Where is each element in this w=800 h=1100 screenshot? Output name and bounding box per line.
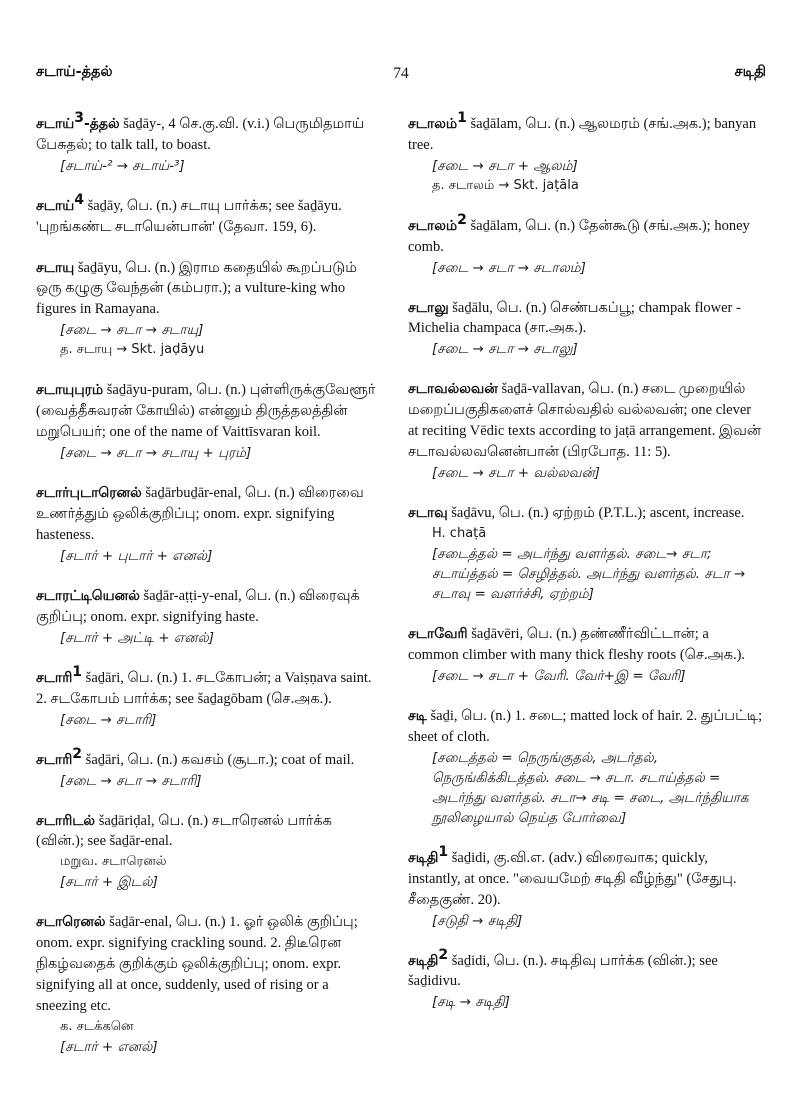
dictionary-entry bbox=[408, 945, 763, 1013]
dictionary-entry bbox=[36, 744, 376, 791]
entry-etymology-line: [சடைத்தல் = அடர்ந்து வளர்தல். சடை→ சடா; சடாய்த்தல் = செழித்தல். அடர்ந்து வளர்தல். சடா → சடாவு = வளர்ச்சி, ஏற்றம்] bbox=[432, 546, 746, 603]
dictionary-entry bbox=[408, 108, 763, 196]
dictionary-entry bbox=[36, 906, 376, 1057]
dictionary-entry bbox=[408, 618, 763, 686]
entry-definition bbox=[408, 497, 763, 524]
entry-etymology-line: [சடை → சடா → சடாயு] bbox=[60, 322, 204, 339]
running-head-left: சடாய்-த்தல் bbox=[36, 64, 113, 80]
entry-definition bbox=[408, 210, 763, 258]
dictionary-entry bbox=[36, 662, 376, 730]
entry-etymology-line: [சடை → சடா → சடாயு + புரம்] bbox=[60, 445, 252, 462]
entry-text: šaḏāri, பெ. (n.) 1. சடகோபன்; a Vaiṣṇava saint. 2. சடகோபம் பார்க்க; see šaḏagōbam (செ.அக.). bbox=[36, 669, 372, 707]
dictionary-entry bbox=[36, 477, 376, 566]
entry-homonym-number: 2 bbox=[457, 211, 467, 228]
dictionary-entry bbox=[408, 842, 763, 931]
entry-headword: சடாரி bbox=[36, 669, 73, 686]
running-head-right: சடிதி bbox=[734, 64, 766, 80]
entry-definition bbox=[408, 373, 763, 463]
entry-headword: சடிதி bbox=[408, 952, 439, 969]
entry-definition bbox=[408, 945, 763, 993]
dictionary-entry bbox=[408, 497, 763, 604]
entry-text: šaḏālam, பெ. (n.) ஆலமரம் (சங்.அக.); banyan tree. bbox=[408, 115, 757, 153]
entry-definition bbox=[36, 374, 376, 443]
entry-text: šaḏālam, பெ. (n.) தேன்கூடு (சங்.அக.); honey comb. bbox=[408, 217, 750, 255]
entry-headword: சடாரட்டியெனல் bbox=[36, 587, 140, 604]
entry-headword: சடாலு bbox=[408, 299, 449, 316]
dictionary-entry bbox=[408, 210, 763, 278]
entry-homonym-number: 1 bbox=[457, 110, 467, 126]
entry-etymology-line: [சடார் + புடார் + எனல்] bbox=[60, 548, 213, 565]
entry-definition bbox=[408, 108, 763, 156]
entry-etymology-line: [சடை → சடா + வேரி. வேர்+இ = வேரி] bbox=[432, 667, 686, 684]
entry-headword: சடி bbox=[408, 707, 427, 724]
entry-text: šaḏāyu-puram, பெ. (n.) புள்ளிருக்குவேளூர் (வைத்தீசுவரன் கோயில்) என்னும் திருத்தலத்தின் மறுபெயர்; one of the name of Vaittīsvaran koil. bbox=[36, 382, 376, 441]
entry-definition bbox=[408, 618, 763, 666]
page-number: 74 bbox=[393, 65, 409, 82]
entry-headword: சடாய் bbox=[36, 115, 75, 132]
entry-etymology-line: [சடாய்-² → சடாய்-³] bbox=[60, 157, 185, 174]
dictionary-entry bbox=[36, 374, 376, 463]
entry-text: šaḏāy-, 4 செ.கு.வி. (v.i.) பெருமிதமாய் பேசுதல்; to talk tall, to boast. bbox=[36, 115, 365, 153]
entry-text: šaḏā-vallavan, பெ. (n.) சடை முறையில் மறைப்பகுதிகளைச் சொல்வதில் வல்லவன்; one clever at reciting Vēdic texts according to jaṭā arrangement. இவன் சடாவல்லவனென்பான் (பிரபோத. 11: 5). bbox=[408, 381, 761, 461]
entry-text: šaḏāy, பெ. (n.) சடாயு பார்க்க; see šaḏāyu. 'புறங்கண்ட சடாயென்பான்' (தேவா. 159, 6). bbox=[36, 197, 342, 235]
entry-homonym-number: 1 bbox=[438, 843, 449, 860]
entry-etymology-line: [சடை → சடா → சடாரி] bbox=[60, 772, 202, 789]
entry-definition bbox=[36, 906, 376, 1017]
entry-text: šaḏālu, பெ. (n.) செண்பகப்பூ; champak flower - Michelia champaca (சா.அக.). bbox=[408, 299, 741, 337]
entry-text: šaḏāvu, பெ. (n.) ஏற்றம் (P.T.L.); ascent, increase. bbox=[447, 505, 745, 522]
entry-etymology-line: [சடை → சடா + வல்லவன்] bbox=[432, 465, 600, 482]
entry-headword: சடாலம் bbox=[408, 115, 458, 132]
entry-text: šaḏidi, கு.வி.எ. (adv.) விரைவாக; quickly, instantly, at once. "வையமேற் சடிதி வீழ்ந்து" (சேதுபு. சீதைகுண். 20). bbox=[408, 849, 737, 908]
entry-text: šaḏāyu, பெ. (n.) இராம கதையில் கூறப்படும் ஒரு கழுகு வேந்தன் (கம்பரா.); a vulture-king who figures in Ramayana. bbox=[36, 259, 357, 318]
dictionary-entry bbox=[36, 580, 376, 648]
left-column bbox=[36, 108, 376, 1071]
entry-text: šaḏāri, பெ. (n.) கவசம் (சூடா.); coat of mail. bbox=[82, 751, 355, 768]
entry-cognate-line: க. சடக்கனெ bbox=[60, 1019, 134, 1035]
entry-headword-suffix: -த்தல் bbox=[83, 115, 120, 132]
entry-headword: சடாவேரி bbox=[408, 625, 468, 642]
entry-etymology-line: [சடுதி → சடிதி] bbox=[432, 912, 523, 929]
entry-definition bbox=[36, 252, 376, 321]
entry-etymology-line: [சடை → சடா → சடாலம்] bbox=[432, 259, 586, 276]
entry-text: šaḏār-enal, பெ. (n.) 1. ஓர் ஒலிக் குறிப்பு; onom. expr. signifying crackling sound. 2. திடீரென நிகழ்வதைக் குறிக்கும் ஒலிக்குறிப்பு; onom. expr. signifying all at once, suddenly, used of rising or a sneezing etc. bbox=[36, 914, 358, 1015]
entry-text: šaḏār-aṭṭi-y-enal, பெ. (n.) விரைவுக் குறிப்பு; onom. expr. signifying haste. bbox=[36, 587, 360, 625]
entry-etymology-line: [சடார் + இடல்] bbox=[60, 874, 158, 891]
entry-etymology-line: [சடார் + அட்டி + எனல்] bbox=[60, 629, 214, 646]
entry-cognate-line: த. சடாயு → Skt. jaḍāyu bbox=[60, 342, 205, 358]
entry-text: šaḏidi, பெ. (n.). சடிதிவு பார்க்க (வின்.); see šaḏidivu. bbox=[408, 952, 718, 990]
entry-definition bbox=[36, 580, 376, 628]
entry-definition bbox=[36, 477, 376, 546]
entry-definition bbox=[36, 190, 376, 238]
entry-homonym-number: 2 bbox=[438, 946, 449, 963]
entry-etymology-line: [சடை → சடா + ஆலம்] bbox=[432, 157, 578, 174]
entry-homonym-number: 1 bbox=[72, 663, 83, 680]
entry-definition bbox=[36, 662, 376, 710]
entry-etymology-line: [சடைத்தல் = நெருங்குதல், அடர்தல், நெருங்கிக்கிடத்தல். சடை → சடா. சடாய்த்தல் = அடர்ந்து வளர்தல். சடா→ சடி = சடை, அடர்ந்தியாக நூலிழையால் நெய்த போர்வை] bbox=[432, 749, 749, 826]
dictionary-entry bbox=[36, 108, 376, 176]
entry-headword: சடாரிடல் bbox=[36, 812, 96, 829]
entry-text: šaḏāvēri, பெ. (n.) தண்ணீர்விட்டான்; a common climber with many thick fleshy roots (செ.அக.). bbox=[408, 625, 746, 663]
entry-headword: சடார்புடாரெனல் bbox=[36, 485, 142, 502]
entry-cognate-line: மறுவ. சடாரெனல் bbox=[60, 854, 167, 870]
entry-headword: சடாயுபுரம் bbox=[36, 382, 104, 399]
entry-etymology-line: [சடி → சடிதி] bbox=[432, 994, 510, 1011]
entry-headword: சடிதி bbox=[408, 849, 439, 866]
entry-etymology-line: [சடை → சடாரி] bbox=[60, 711, 157, 728]
entry-homonym-number: 2 bbox=[72, 745, 83, 762]
entry-definition bbox=[36, 744, 376, 771]
entry-homonym-number: 3 bbox=[74, 110, 84, 126]
entry-text: šaḏārbuḏār-enal, பெ. (n.) விரைவை உணர்த்தும் ஒலிக்குறிப்பு; onom. expr. signifying hasteness. bbox=[36, 485, 364, 544]
dictionary-entry bbox=[36, 805, 376, 893]
entry-definition bbox=[408, 292, 763, 340]
entry-headword: சடாயு bbox=[36, 259, 75, 276]
dictionary-entry bbox=[408, 292, 763, 360]
entry-cognate-line: H. chaṭā bbox=[432, 526, 487, 542]
page-header bbox=[36, 64, 766, 88]
entry-headword: சடாவு bbox=[408, 505, 448, 522]
entry-definition bbox=[36, 805, 376, 853]
entry-headword: சடாய் bbox=[36, 197, 75, 214]
dictionary-entry bbox=[36, 190, 376, 238]
entry-headword: சடாரி bbox=[36, 751, 73, 768]
entry-etymology-line: [சடை → சடா → சடாலு] bbox=[432, 341, 578, 358]
entry-headword: சடாரெனல் bbox=[36, 914, 106, 931]
entry-homonym-number: 4 bbox=[74, 191, 84, 208]
dictionary-entry bbox=[408, 700, 763, 828]
entry-text: šaḏi, பெ. (n.) 1. சடை; matted lock of hair. 2. துப்பட்டி; sheet of cloth. bbox=[408, 707, 763, 745]
dictionary-entry bbox=[408, 373, 763, 483]
entry-cognate-line: த. சடாலம் → Skt. jaṭāla bbox=[432, 177, 579, 193]
entry-headword: சடாலம் bbox=[408, 217, 458, 234]
right-column bbox=[408, 108, 763, 1026]
entry-headword: சடாவல்லவன் bbox=[408, 381, 498, 398]
entry-etymology-line: [சடார் + எனல்] bbox=[60, 1039, 158, 1056]
entry-text: šaḏāriḍal, பெ. (n.) சடாரெனல் பார்க்க (வின்.); see šaḏār-enal. bbox=[36, 812, 332, 850]
entry-definition bbox=[408, 842, 763, 911]
dictionary-entry bbox=[36, 252, 376, 361]
entry-definition bbox=[36, 108, 376, 156]
entry-definition bbox=[408, 700, 763, 748]
